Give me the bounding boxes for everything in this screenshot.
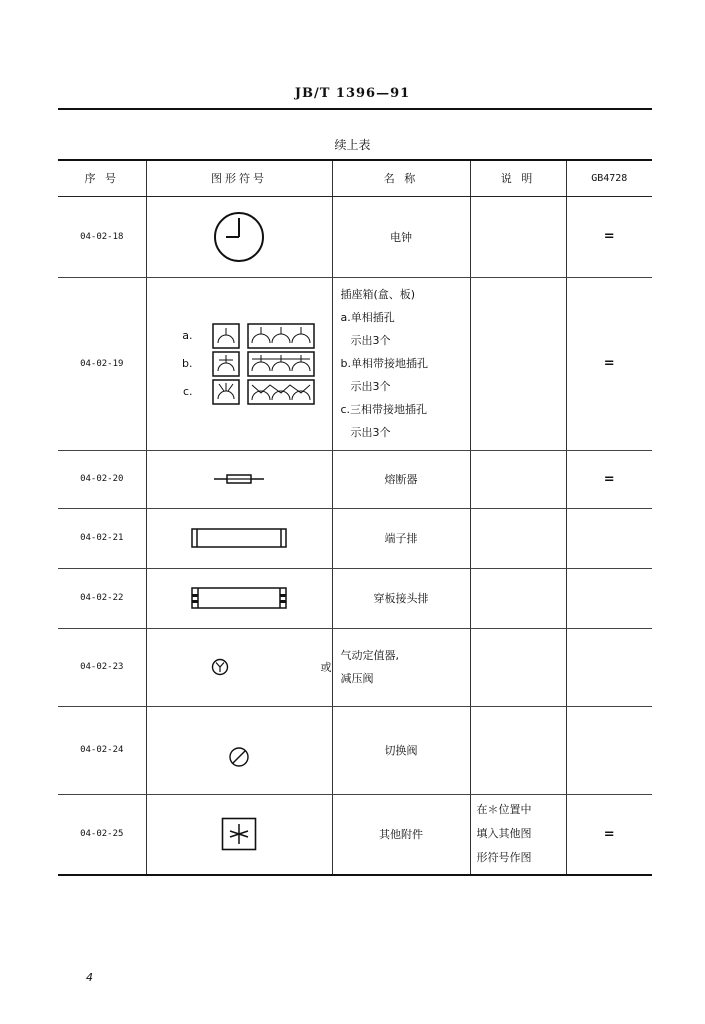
row-gb: = — [566, 794, 652, 875]
col-symbol-header: 图形符号 — [146, 160, 332, 196]
row-note — [470, 568, 566, 628]
row-code: 04-02-22 — [58, 568, 146, 628]
row-note — [470, 628, 566, 706]
table-row — [58, 706, 652, 794]
clock-symbol — [146, 196, 332, 277]
row-gb: = — [566, 450, 652, 508]
table-header-row — [58, 160, 652, 196]
socket-variant-a: a. — [167, 322, 332, 350]
row-code: 04-02-23 — [58, 628, 146, 706]
or-text: 或 — [320, 661, 332, 674]
row-name: 端子排 — [332, 508, 470, 568]
terminal-strip-symbol — [146, 508, 332, 568]
row-name: 切换阀 — [332, 706, 470, 794]
pressure-regulator-icon — [211, 658, 229, 676]
socket-variant-b: b. — [167, 350, 332, 378]
switching-valve-symbol — [146, 706, 332, 794]
row-name: 其他附件 — [332, 794, 470, 875]
row-note — [470, 277, 566, 450]
col-gb-header: GB4728 — [566, 160, 652, 196]
fuse-icon — [214, 472, 264, 486]
three-phase-earth-socket-icon — [212, 379, 316, 405]
col-note-header: 说 明 — [470, 160, 566, 196]
row-code: 04-02-18 — [58, 196, 146, 277]
document-header: JB/T 1396—91 — [294, 86, 411, 101]
table-row — [58, 794, 652, 875]
pressure-regulator-symbol — [146, 628, 332, 706]
row-gb — [566, 706, 652, 794]
table-row — [58, 508, 652, 568]
row-note — [470, 450, 566, 508]
row-name: 穿板接头排 — [332, 568, 470, 628]
socket-variant-c: c. — [167, 378, 332, 406]
table-row — [58, 196, 652, 277]
regulator-name-cell: 气动定值器, 减压阀 — [332, 628, 470, 706]
table-row — [58, 628, 652, 706]
row-name: 熔断器 — [332, 450, 470, 508]
symbol-table — [58, 159, 652, 876]
switching-valve-icon — [228, 746, 250, 768]
other-accessory-symbol — [146, 794, 332, 875]
row-note — [470, 508, 566, 568]
row-code: 04-02-24 — [58, 706, 146, 794]
row-gb — [566, 568, 652, 628]
single-phase-socket-icon — [212, 323, 316, 349]
feedthrough-strip-symbol — [146, 568, 332, 628]
fuse-symbol — [146, 450, 332, 508]
single-phase-earth-socket-icon — [212, 351, 316, 377]
row-name: 电钟 — [332, 196, 470, 277]
feedthrough-strip-icon — [191, 586, 287, 610]
row-gb — [566, 508, 652, 568]
row-gb: = — [566, 277, 652, 450]
col-seq-header: 序 号 — [58, 160, 146, 196]
table-row — [58, 277, 652, 450]
socket-name-cell: 插座箱(盒、板) a.单相插孔 示出3个 b.单相带接地插孔 示出3个 c.三相带接地插孔 示出3个 — [332, 277, 470, 450]
header-rule — [58, 108, 652, 110]
terminal-strip-icon — [191, 527, 287, 549]
socket-box-symbols — [146, 277, 332, 450]
asterisk-note-cell: 在＊位置中 填入其他图 形符号作图 — [470, 794, 566, 875]
row-code: 04-02-19 — [58, 277, 146, 450]
page-number: 4 — [86, 971, 93, 984]
asterisk-box-icon — [221, 817, 257, 851]
table-row — [58, 568, 652, 628]
col-name-header: 名 称 — [332, 160, 470, 196]
row-gb: = — [566, 196, 652, 277]
table-caption: 续上表 — [334, 138, 371, 152]
row-gb — [566, 628, 652, 706]
row-note — [470, 706, 566, 794]
electric-clock-icon — [211, 209, 267, 265]
table-row — [58, 450, 652, 508]
row-note — [470, 196, 566, 277]
row-code: 04-02-25 — [58, 794, 146, 875]
row-code: 04-02-20 — [58, 450, 146, 508]
row-code: 04-02-21 — [58, 508, 146, 568]
